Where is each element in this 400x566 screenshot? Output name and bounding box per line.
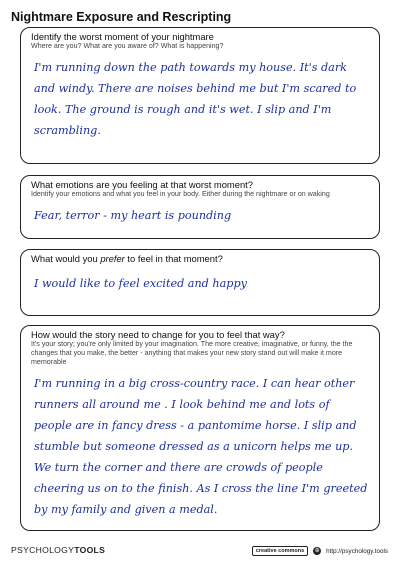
section-answer[interactable]: I would like to feel excited and happy: [34, 277, 247, 290]
brand-part-2: TOOLS: [74, 545, 106, 555]
section-question: Identify the worst moment of your nightmare: [31, 31, 214, 42]
preferred-feeling-section: [20, 249, 380, 316]
globe-icon: ⊕: [314, 548, 320, 554]
creative-commons-badge: creative commons: [252, 546, 308, 556]
section-question: What emotions are you feeling at that worst moment?: [31, 179, 253, 190]
story-change-section: [20, 325, 380, 531]
question-part: What would you: [31, 253, 101, 264]
question-emphasis: prefer: [100, 253, 125, 264]
worst-moment-section: [20, 27, 380, 164]
section-question: How would the story need to change for you to feel that way?: [31, 329, 285, 340]
section-hint: Identify your emotions and what you feel in your body. Either during the nightmare or on waking: [31, 190, 330, 198]
brand-logo: [11, 545, 105, 555]
section-hint: It's your story; you're only limited by your imagination. The more creative, imaginative, or funny, the the changes that you make, the better - anything that makes your new story stand out will make it more memorable: [31, 340, 353, 366]
brand-part-1: PSYCHOLOGY: [11, 545, 75, 555]
footer-right: [252, 546, 388, 556]
section-question: [31, 253, 371, 264]
page-title: Nightmare Exposure and Rescripting: [11, 10, 232, 24]
question-part: to feel in that moment?: [124, 253, 223, 264]
section-answer[interactable]: I'm running down the path towards my house. It's dark and windy. There are noises behind me but I'm scared to look. The ground is rough and it's wet. I slip and I'm scrambling.: [34, 61, 357, 137]
section-hint: Where are you? What are you aware of? What is happening?: [31, 42, 224, 50]
section-answer[interactable]: Fear, terror - my heart is pounding: [34, 209, 232, 222]
emotions-section: [20, 175, 380, 239]
section-answer[interactable]: I'm running in a big cross-country race. I can hear other runners all around me . I look behind me and lots of people are in fancy dress - a pantomime horse. I slip and stumble but someone dressed as a unicorn helps me up. We turn the corner and there are crowds of people cheering us on to the finish. As I cross the line I'm greeted by my family and given a medal.: [34, 377, 368, 516]
footer-url[interactable]: http://psychology.tools: [326, 547, 388, 555]
